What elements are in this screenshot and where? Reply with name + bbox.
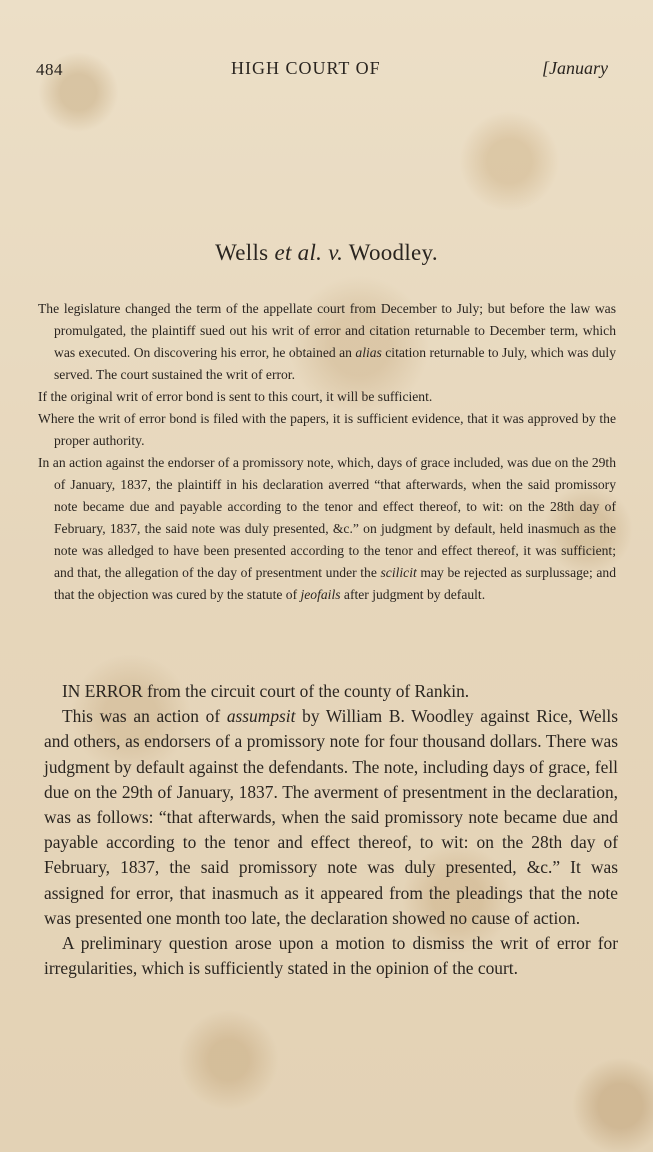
opinion-paragraph-3: A preliminary question arose upon a motion to dismiss the writ of error for irregularities, which is sufficiently stated in the opinion of the court. [44, 933, 618, 979]
case-title-versus: v. [328, 240, 344, 265]
headnote-text: The legislature changed the term of the appellate court from December to July; but before the law was promulgated, the plaintiff sued out his writ of error and citation returnable to December term, which was executed. On discovering his error, he obtained an [38, 301, 616, 360]
headnote-3 [38, 408, 616, 452]
opinion-text: This was an action of [62, 706, 227, 727]
opinion-paragraph-1: IN ERROR from the circuit court of the county of Rankin. [62, 681, 470, 701]
page-number: 484 [36, 60, 63, 79]
headnote-text: after judgment by default. [340, 587, 486, 602]
headnote-text: In an action against the endorser of a promissory note, which, days of grace included, was due on the 29th of January, 1837, the plaintiff in his declaration averred “that afterwards, when the said promissory note became due and payable according to the tenor and effect thereof, to wit: on the 28th day of February, 1837, the said note was duly presented, &c.” on judgment by default, held inasmuch as the note was alledged to have been presented according to the tenor and effect thereof, it was sufficient; and that, the allegation of the day of presentment under the [38, 455, 616, 580]
running-head-title: HIGH COURT OF [231, 58, 381, 78]
opinion-paragraph-2 [44, 704, 618, 931]
case-title-part: Wells [215, 240, 275, 265]
headnote-italic: alias [355, 345, 382, 360]
headnote-text: citation returnable to July, which was duly served. The court sustained the writ of error. [54, 345, 617, 382]
headnotes [38, 298, 616, 606]
opinion-text: by William B. Woodley against Rice, Wells and others, as endorsers of a promissory note for four thousand dollars. There was judgment by default against the defendants. The note, including days of grace, fell due on the 29th of January, 1837. The averment of presentment in the declaration, was as follows: “that afterwards, when the said promissory note became due and payable according to the tenor and effect thereof, to wit: on the 28th day of February, 1837, the said promissory note was duly presented, &c.” It was assigned for error, that inasmuch as it appeared from the pleadings that the note was presented one month too late, the declaration showed no cause of action. [44, 706, 618, 928]
running-head-term: [January [542, 58, 608, 78]
headnote-text: may be rejected as surplussage; and that the objection was cured by the statute of [54, 565, 616, 602]
headnote-italic: jeofails [300, 587, 341, 602]
opinion-body [44, 679, 618, 981]
opinion-italic: assumpsit [226, 706, 296, 727]
headnote-4 [38, 452, 616, 606]
case-title-et-al: et al. [274, 240, 323, 265]
case-title [0, 240, 653, 266]
headnote-text: If the original writ of error bond is sent to this court, it will be sufficient. [38, 389, 433, 404]
case-title-part: Woodley. [343, 240, 438, 265]
headnote-1 [38, 298, 616, 386]
headnote-italic: scilicit [380, 565, 417, 580]
running-head [36, 58, 608, 82]
headnote-2 [38, 386, 616, 408]
headnote-text: Where the writ of error bond is filed with the papers, it is sufficient evidence, that it was approved by the proper authority. [38, 411, 616, 448]
